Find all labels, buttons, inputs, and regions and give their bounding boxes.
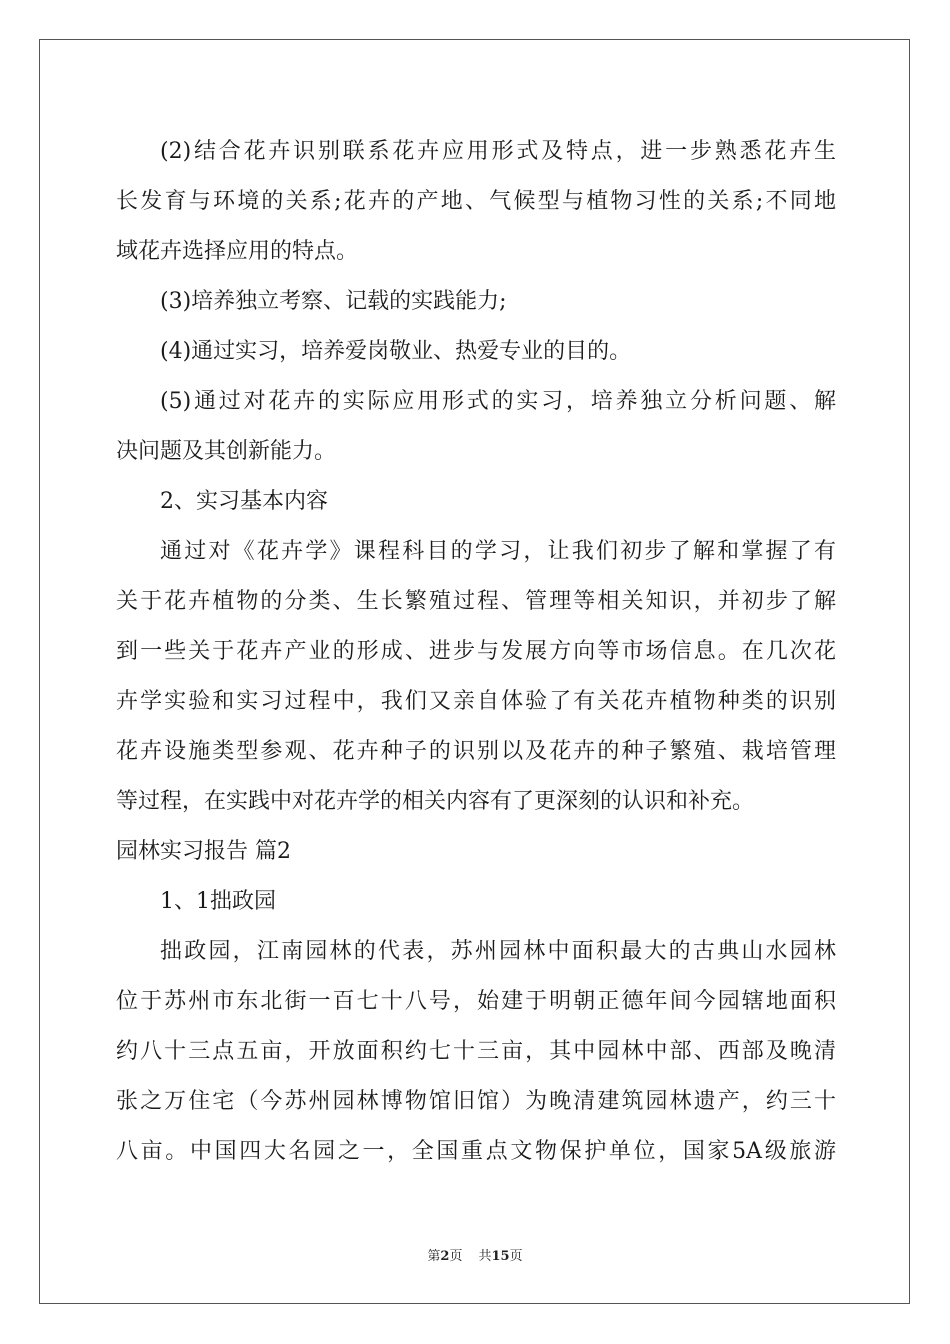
paragraph-line: 决问题及其创新能力。 [116, 439, 337, 464]
paragraph-line: 花卉设施类型参观、花卉种子的识别以及花卉的种子繁殖、栽培管理 [116, 739, 836, 764]
paragraph-line: 域花卉选择应用的特点。 [116, 239, 359, 264]
paragraph-line: 卉学实验和实习过程中，我们又亲自体验了有关花卉植物种类的识别 [116, 689, 836, 714]
paragraph-line: (5)通过对花卉的实际应用形式的实习，培养独立分析问题、解 [160, 389, 836, 414]
current-page-number: 2 [440, 1249, 450, 1264]
paragraph-line: (2)结合花卉识别联系花卉应用形式及特点，进一步熟悉花卉生 [160, 139, 836, 164]
paragraph-line: 约八十三点五亩，开放面积约七十三亩，其中园林中部、西部及晚清 [116, 1039, 836, 1064]
paragraph-line: 八亩。中国四大名园之一，全国重点文物保护单位，国家5A级旅游 [116, 1139, 836, 1164]
total-prefix: 共 [478, 1249, 492, 1264]
paragraph-line: 张之万住宅（今苏州园林博物馆旧馆）为晚清建筑园林遗产，约三十 [116, 1089, 836, 1114]
paragraph-line: 等过程，在实践中对花卉学的相关内容有了更深刻的认识和补充。 [116, 789, 755, 814]
section-heading: 2、实习基本内容 [160, 489, 328, 514]
document-body [116, 127, 836, 1177]
total-unit: 页 [509, 1249, 523, 1264]
total-page-count: 15 [491, 1249, 510, 1264]
paragraph-line: (3)培养独立考察、记载的实践能力; [160, 289, 507, 314]
paragraph-line: 长发育与环境的关系;花卉的产地、气候型与植物习性的关系;不同地 [116, 189, 836, 214]
paragraph-line: 拙政园，江南园林的代表，苏州园林中面积最大的古典山水园林 [160, 939, 836, 964]
paragraph-line: 通过对《花卉学》课程科目的学习，让我们初步了解和掌握了有 [160, 539, 836, 564]
paragraph-line: (4)通过实习，培养爱岗敬业、热爱专业的目的。 [160, 339, 632, 364]
paragraph-line: 到一些关于花卉产业的形成、进步与发展方向等市场信息。在几次花 [116, 639, 836, 664]
report-title: 园林实习报告 篇2 [116, 839, 291, 864]
page-unit: 页 [449, 1249, 463, 1264]
section-heading: 1、1拙政园 [160, 889, 276, 914]
page-footer [0, 1247, 950, 1267]
paragraph-line: 位于苏州市东北街一百七十八号，始建于明朝正德年间今园辖地面积 [116, 989, 836, 1014]
paragraph-line: 关于花卉植物的分类、生长繁殖过程、管理等相关知识，并初步了解 [116, 589, 836, 614]
page-prefix: 第 [427, 1249, 441, 1264]
